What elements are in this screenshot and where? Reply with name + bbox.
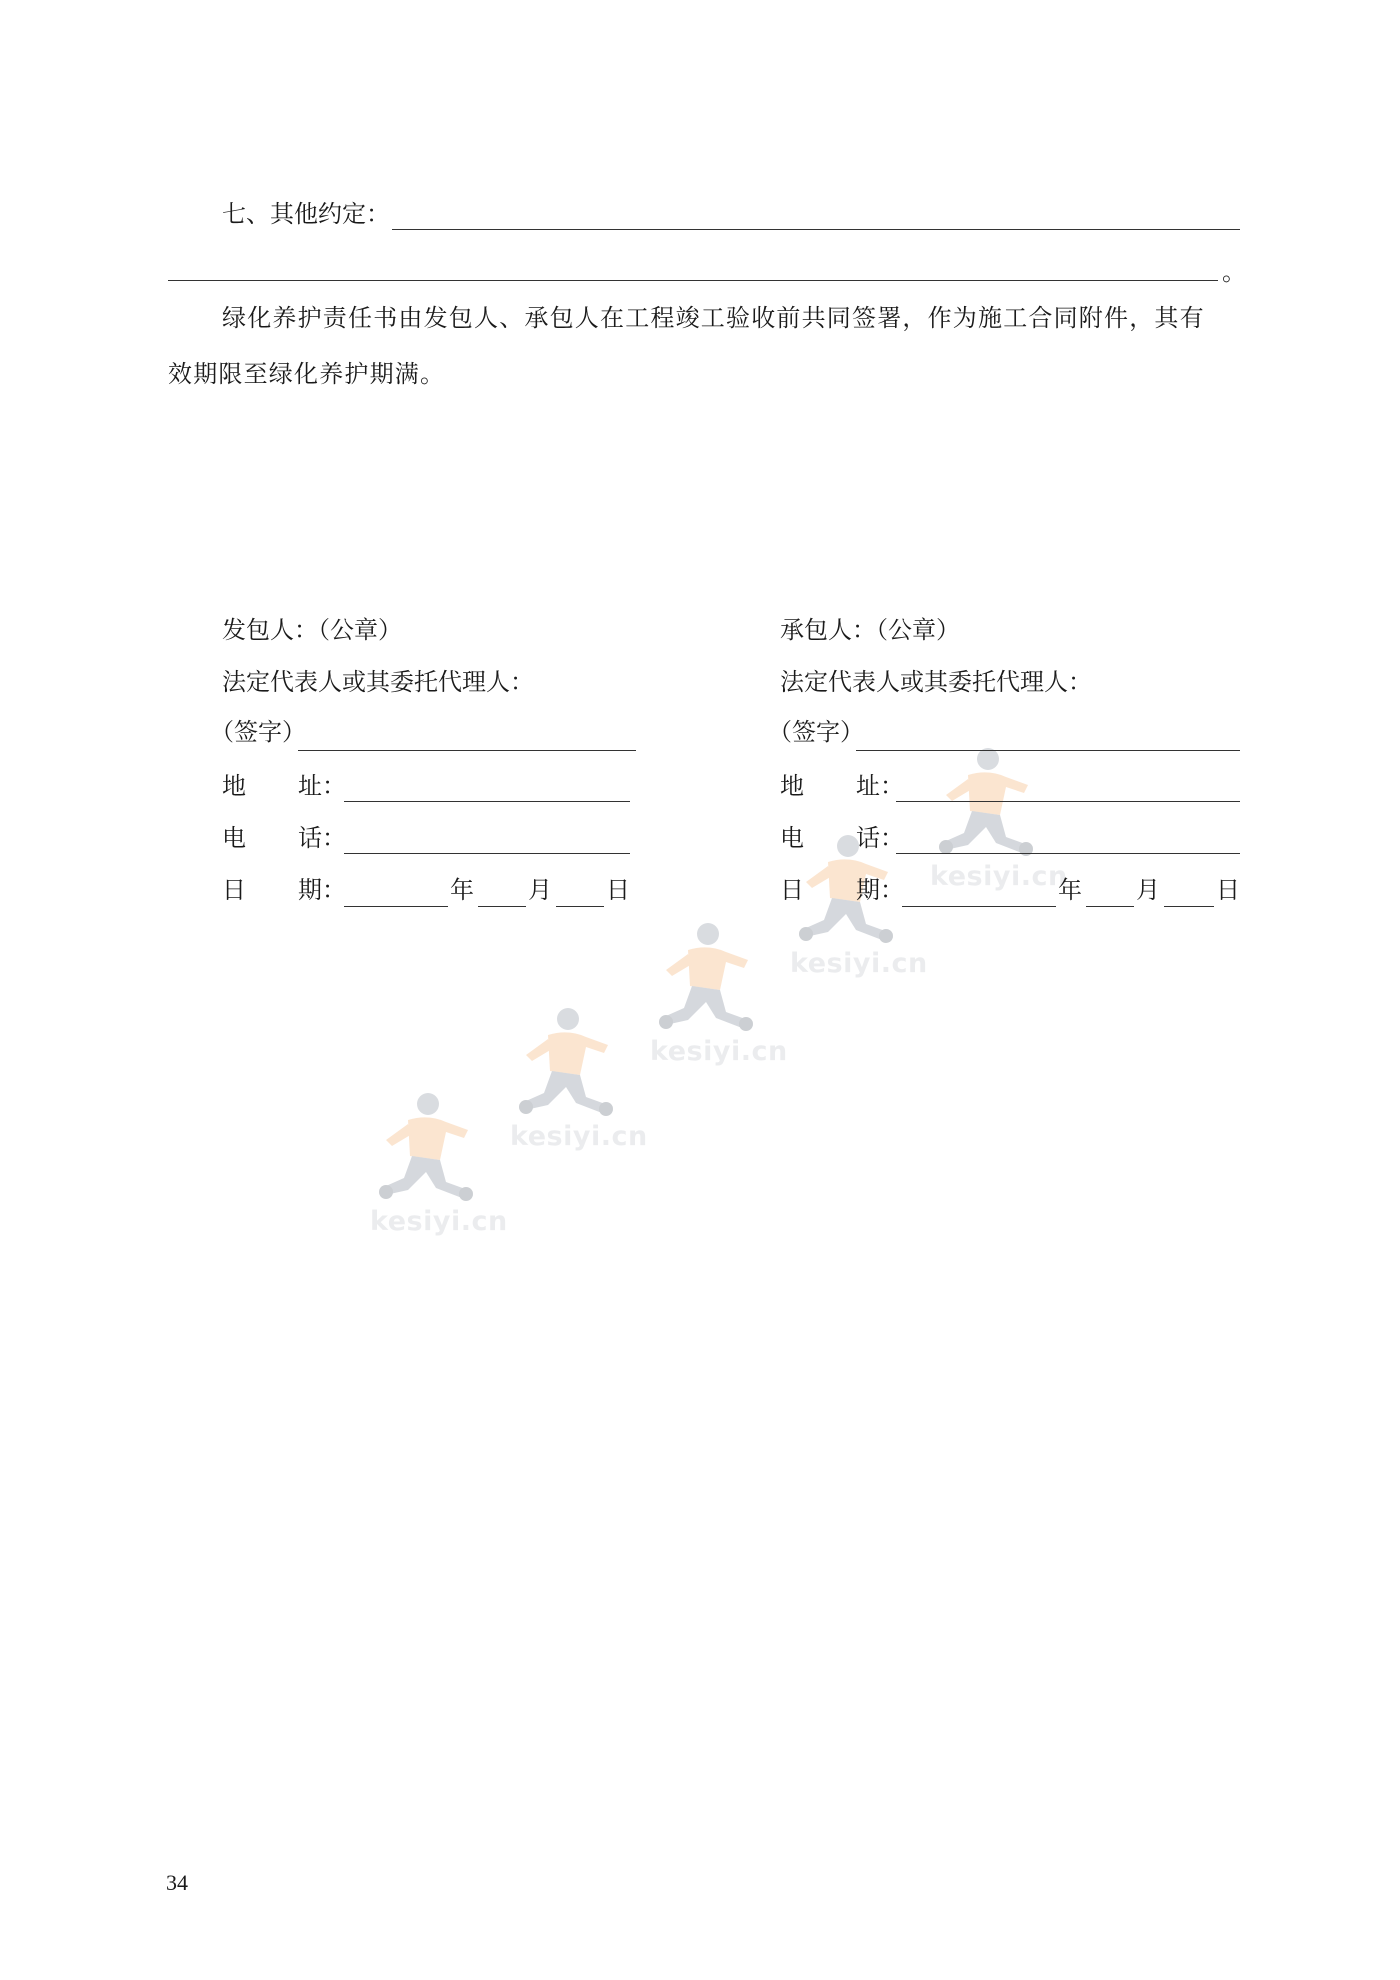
employer-date-label-a: 日 [222,876,246,904]
contractor-address-field[interactable] [896,801,1240,802]
contractor-phone-label-a: 电 [780,824,804,852]
section-seven-label: 七、其他约定： [222,200,390,228]
contractor-address-label-a: 地 [780,772,804,800]
watermark-logo [630,920,788,1070]
employer-month-label: 月 [528,876,552,904]
contractor-date-label-a: 日 [780,876,804,904]
employer-date-year-field[interactable] [344,906,448,907]
contractor-date-month-field[interactable] [1086,906,1134,907]
employer-address-label-b: 址： [298,772,346,800]
contractor-date-label-b: 期： [856,876,904,904]
employer-year-label: 年 [450,876,474,904]
watermark-text: kesiyi.cn [370,1206,508,1237]
section-seven-fill-line-2[interactable] [168,280,1218,281]
contractor-date-day-field[interactable] [1164,906,1214,907]
employer-address-label-a: 地 [222,772,246,800]
contractor-phone-label-b: 话： [856,824,904,852]
watermark-text: kesiyi.cn [790,948,928,979]
runner-icon [350,1090,490,1210]
employer-phone-label-b: 话： [298,824,346,852]
paragraph-line-1: 绿化养护责任书由发包人、承包人在工程竣工验收前共同签署，作为施工合同附件，其有 [222,304,1205,332]
employer-date-label-b: 期： [298,876,346,904]
watermark-logo [490,1005,648,1155]
employer-title: 发包人：（公章） [222,616,402,644]
watermark-text: kesiyi.cn [510,1121,648,1152]
runner-icon [630,920,770,1040]
contractor-signature-label: （签字） [768,718,864,746]
contractor-representative-label: 法定代表人或其委托代理人： [780,668,1092,696]
employer-signature-label: （签字） [210,718,306,746]
page-number: 34 [166,1870,188,1895]
contractor-month-label: 月 [1136,876,1160,904]
watermark-logo [770,832,928,982]
contractor-date-year-field[interactable] [902,906,1056,907]
contractor-phone-field[interactable] [896,853,1240,854]
employer-day-label: 日 [606,876,630,904]
employer-phone-field[interactable] [344,853,630,854]
employer-address-field[interactable] [344,801,630,802]
contractor-address-label-b: 址： [856,772,904,800]
contractor-year-label: 年 [1058,876,1082,904]
contractor-signature-field[interactable] [856,750,1240,751]
paragraph-line-2: 效期限至绿化养护期满。 [168,360,446,388]
watermark-text: kesiyi.cn [930,861,1068,892]
runner-icon [490,1005,630,1125]
employer-date-day-field[interactable] [556,906,604,907]
employer-phone-label-a: 电 [222,824,246,852]
contractor-day-label: 日 [1216,876,1240,904]
section-seven-fill-line-1[interactable] [392,229,1240,230]
watermark-logo [350,1090,508,1240]
contractor-title: 承包人：（公章） [780,616,960,644]
runner-icon [910,745,1050,865]
employer-signature-field[interactable] [298,750,636,751]
section-seven-end-mark: 。 [1222,258,1246,286]
employer-representative-label: 法定代表人或其委托代理人： [222,668,534,696]
watermark-logo [910,745,1068,895]
watermark-text: kesiyi.cn [650,1036,788,1067]
employer-date-month-field[interactable] [478,906,526,907]
